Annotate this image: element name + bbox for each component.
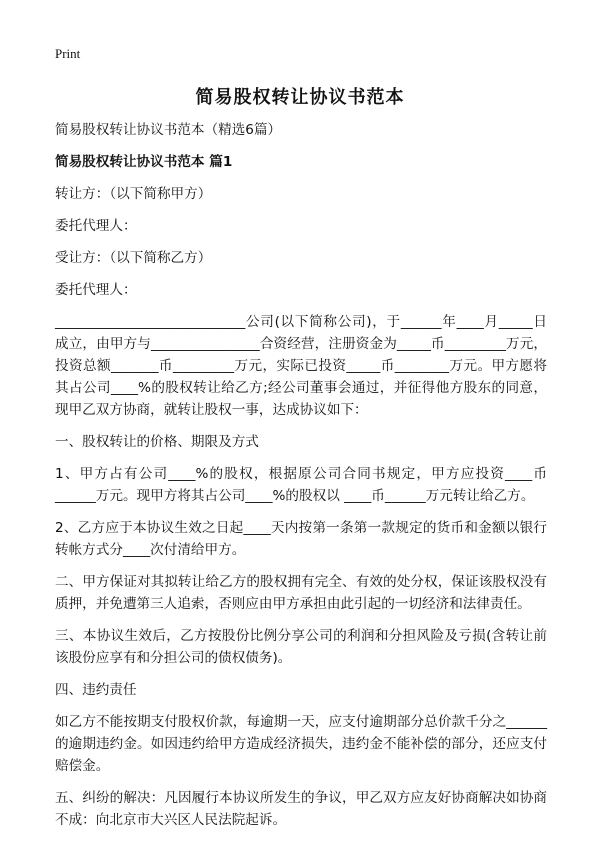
paragraph: 1、甲方占有公司____%的股权，根据原公司合同书规定，甲方应投资____币______万元。现甲方将其占公司____%的股权以 ____币______万元转让给乙方。 [55,466,547,504]
paragraph: 如乙方不能按期支付股权价款，每逾期一天，应支付逾期部分总价款千分之______的逾期违约金。如因违约给甲方造成经济损失，违约金不能补偿的部分，还应支付赔偿金。 [55,714,547,774]
paragraph: 简易股权转让协议书范本（精选6篇） [55,122,282,138]
paragraph: 委托代理人： [55,218,137,234]
print-link[interactable]: Print [55,46,81,61]
paragraph: 四、违约责任 [55,682,137,698]
section-heading: 简易股权转让协议书范本 篇1 [55,154,233,170]
document-title: 简易股权转让协议书范本 [195,87,405,108]
paragraph: 一、股权转让的价格、期限及方式 [55,434,259,450]
paragraph: 五、纠纷的解决：凡因履行本协议所发生的争议，甲乙双方应友好协商解决如协商不成：向北京市大兴区人民法院起诉。 [55,790,547,828]
paragraph: ____________________________公司(以下简称公司)，于______年____月_____日成立，由甲方与________________合资经营，注册资金为_____币_________万元，投资总额_______币_________万元，实际已投资_____币________万元。甲方愿将其占公司____%的股权转让给乙方;经公司董事会通过，并征得他方股东的同意，现甲乙双方协商，就转让股权一事，达成协议如下： [55,314,547,418]
paragraph: 转让方：（以下简称甲方） [55,186,212,202]
paragraph: 二、甲方保证对其拟转让给乙方的股权拥有完全、有效的处分权，保证该股权没有质押，并免遭第三人追索，否则应由甲方承担由此引起的一切经济和法律责任。 [55,574,547,612]
paragraph: 受让方：（以下简称乙方） [55,250,212,266]
paragraph: 委托代理人： [55,282,137,298]
paragraph: 三、本协议生效后，乙方按股份比例分享公司的利润和分担风险及亏损(含转让前该股份应享有和分担公司的债权债务)。 [55,628,547,666]
paragraph: 2、乙方应于本协议生效之日起____天内按第一条第一款规定的货币和金额以银行转帐方式分____次付清给甲方。 [55,520,547,558]
document-body [55,119,547,841]
